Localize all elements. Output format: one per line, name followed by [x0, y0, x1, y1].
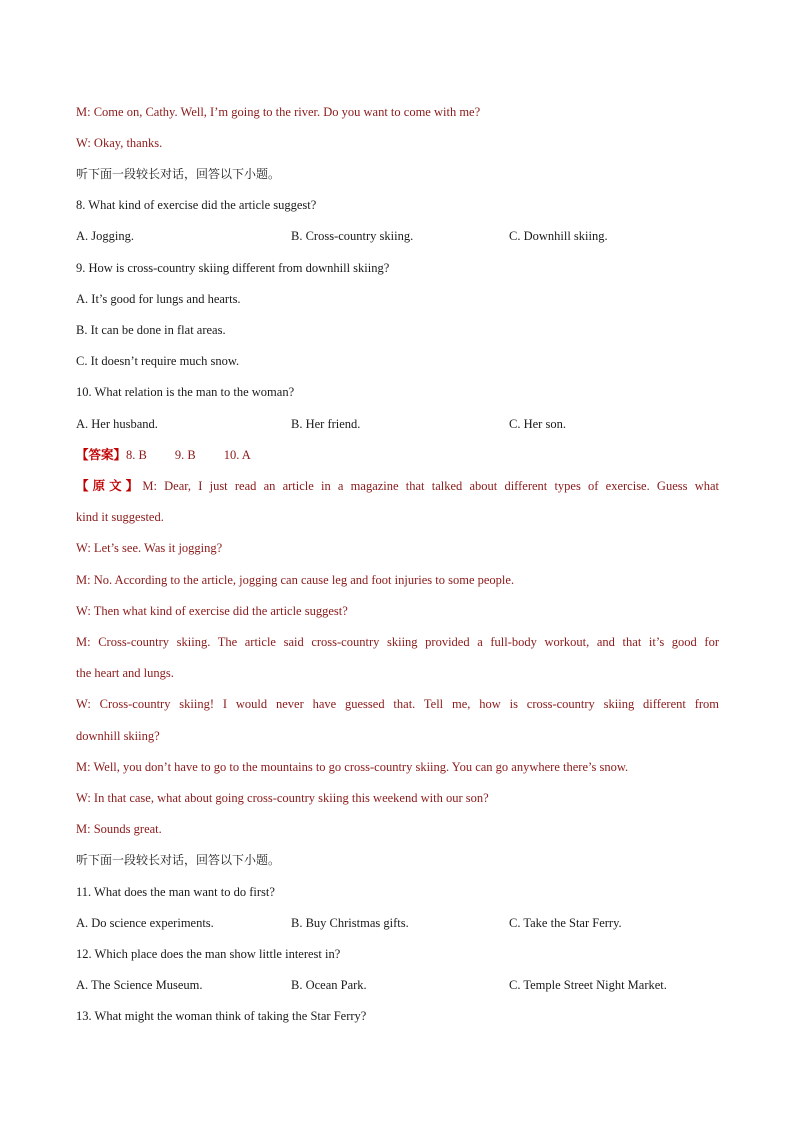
transcript-line: downhill skiing?	[76, 729, 160, 743]
option-a: A. Jogging.	[76, 229, 134, 243]
answer-line	[76, 447, 719, 463]
question-13: 13. What might the woman think of taking the Star Ferry?	[76, 1009, 367, 1023]
transcript-line: M: Sounds great.	[76, 822, 162, 836]
transcript-line: M: Cross-country skiing. The article said cross-country skiing provided a full-body workout, and that it’s good for	[76, 635, 719, 649]
question-12: 12. Which place does the man show little interest in?	[76, 947, 341, 961]
question-9: 9. How is cross-country skiing different from downhill skiing?	[76, 261, 390, 275]
option-a: A. Do science experiments.	[76, 916, 214, 930]
option-a: A. It’s good for lungs and hearts.	[76, 292, 241, 306]
option-b: B. Buy Christmas gifts.	[291, 916, 409, 930]
transcript-label: 【原文】	[76, 479, 143, 493]
transcript-line: the heart and lungs.	[76, 666, 174, 680]
option-b: B. Ocean Park.	[291, 978, 367, 992]
answer-item: 9. B	[174, 448, 196, 462]
section-heading: 听下面一段较长对话，回答以下小题。	[76, 853, 281, 867]
answer-label: 【答案】	[76, 448, 127, 462]
transcript-text: M: Dear, I just read an article in a magazine that talked about different types of exercise. Guess what	[142, 479, 719, 493]
option-a: A. The Science Museum.	[76, 978, 203, 992]
question-8: 8. What kind of exercise did the article suggest?	[76, 198, 317, 212]
answer-item: 8. B	[126, 448, 147, 462]
option-a: A. Her husband.	[76, 417, 158, 431]
option-b: B. Her friend.	[291, 417, 361, 431]
transcript-line: W: In that case, what about going cross-country skiing this weekend with our son?	[76, 791, 489, 805]
dialog-line: M: Come on, Cathy. Well, I’m going to the river. Do you want to come with me?	[76, 105, 481, 119]
transcript-line: W: Let’s see. Was it jogging?	[76, 541, 223, 555]
document-page	[76, 0, 719, 1123]
transcript-line	[76, 478, 719, 494]
option-c: C. Temple Street Night Market.	[509, 978, 667, 992]
transcript-line: W: Cross-country skiing! I would never have guessed that. Tell me, how is cross-country skiing different from	[76, 697, 719, 711]
option-c: C. Take the Star Ferry.	[509, 916, 622, 930]
option-c: C. Downhill skiing.	[509, 229, 608, 243]
question-11: 11. What does the man want to do first?	[76, 885, 275, 899]
answer-item: 10. A	[223, 448, 251, 462]
question-10: 10. What relation is the man to the woman?	[76, 385, 295, 399]
option-b: B. It can be done in flat areas.	[76, 323, 226, 337]
option-b: B. Cross-country skiing.	[291, 229, 414, 243]
dialog-line: W: Okay, thanks.	[76, 136, 163, 150]
transcript-line: W: Then what kind of exercise did the article suggest?	[76, 604, 348, 618]
transcript-line: M: No. According to the article, jogging can cause leg and foot injuries to some people.	[76, 573, 515, 587]
transcript-line: M: Well, you don’t have to go to the mountains to go cross-country skiing. You can go anywhere there’s snow.	[76, 760, 629, 774]
option-c: C. Her son.	[509, 417, 566, 431]
option-c: C. It doesn’t require much snow.	[76, 354, 240, 368]
section-heading: 听下面一段较长对话，回答以下小题。	[76, 167, 281, 181]
transcript-line: kind it suggested.	[76, 510, 164, 524]
